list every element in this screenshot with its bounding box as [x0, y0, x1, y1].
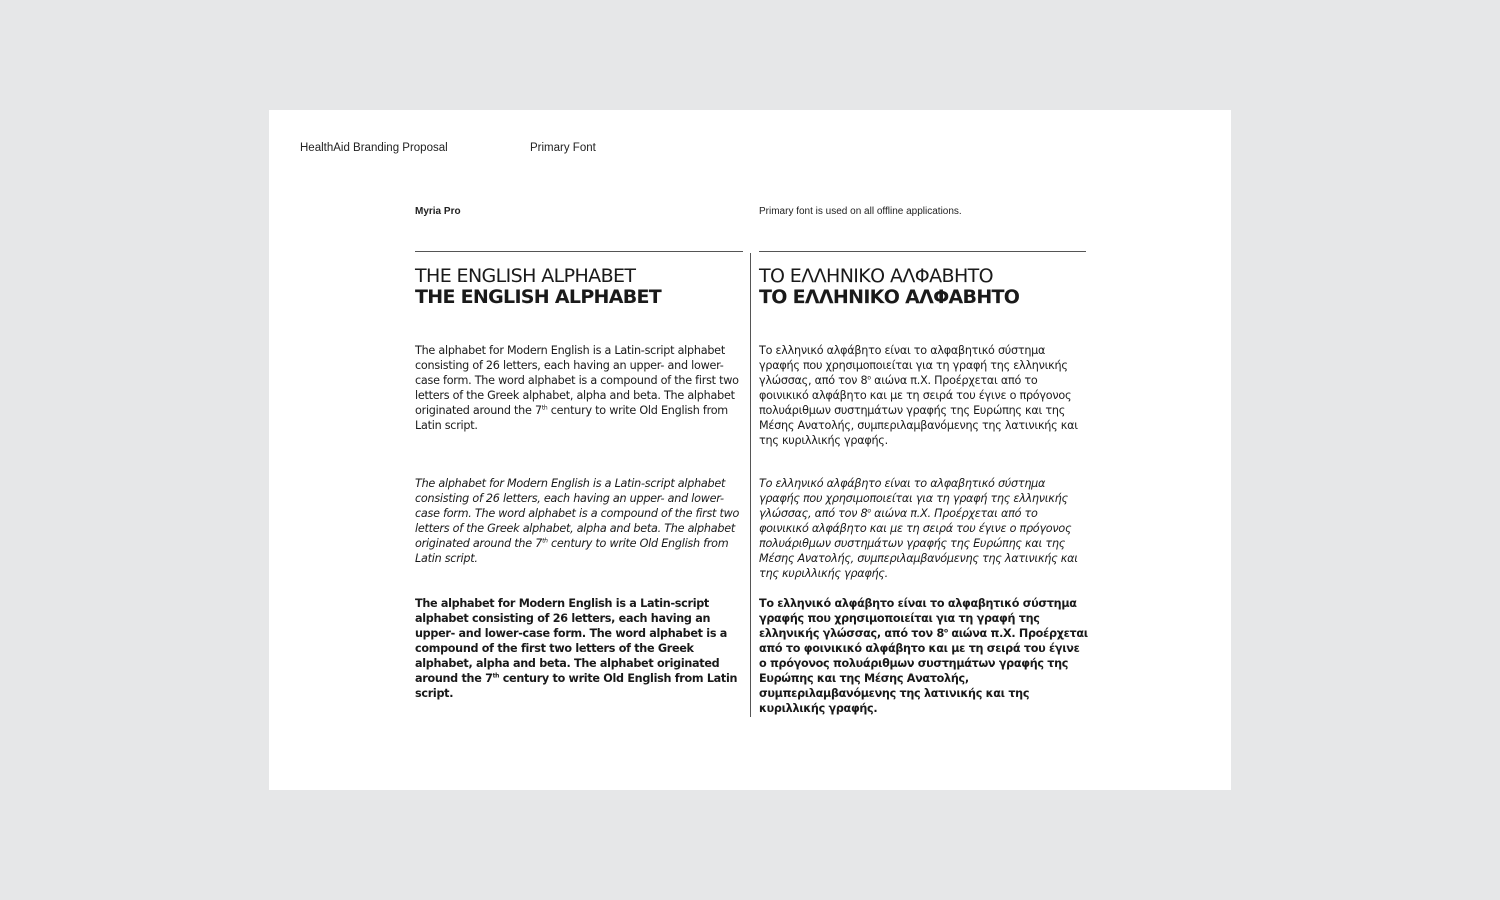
english-text-end: century to write Old English from Latin script. — [415, 537, 729, 565]
english-title-regular: THE ENGLISH ALPHABET — [415, 265, 636, 287]
greek-text-end: αιώνα π.Χ. Προέρχεται από το φοινικικό αλφάβητο και με τη σειρά του έγινε ο πρόγονος πολυάριθμων συστημάτων γραφής της Ευρώπης και της Μέσης Ανατολής, συμπεριλαμβανόμενης της λατινικής και της κυριλλικής γραφής. — [759, 374, 1078, 447]
english-superscript: th — [542, 537, 548, 545]
english-text-end: century to write Old English from Latin script. — [415, 672, 738, 700]
section-title: Primary Font — [530, 142, 596, 154]
english-text-end: century to write Old English from Latin script. — [415, 404, 728, 432]
english-sample-italic — [415, 476, 745, 566]
english-sample-regular — [415, 343, 745, 433]
column-divider — [750, 253, 751, 717]
english-sample-bold — [415, 596, 745, 701]
english-text-start: The alphabet for Modern English is a Latin-script alphabet consisting of 26 letters, each having an upper- and lower-case form. The word alphabet is a compound of the first two letters of the Greek alphabet, alpha and beta. The alphabet originated around the 7 — [415, 597, 728, 685]
english-column — [415, 265, 745, 700]
greek-title-regular: ΤΟ ΕΛΛΗΝΙΚΟ ΑΛΦΑΒΗΤΟ — [759, 265, 993, 287]
greek-text-start: Το ελληνικό αλφάβητο είναι το αλφαβητικό σύστημα γραφής που χρησιμοποιείται για τη γραφή της ελληνικής γλώσσας, από τον 8 — [759, 344, 1068, 387]
right-column-rule — [759, 251, 1086, 252]
greek-sample-italic — [759, 476, 1089, 581]
greek-title-bold: ΤΟ ΕΛΛΗΝΙΚΟ ΑΛΦΑΒΗΤΟ — [759, 286, 1020, 308]
english-superscript: th — [541, 404, 548, 412]
english-text-start: The alphabet for Modern English is a Latin-script alphabet consisting of 26 letters, each having an upper- and lower-case form. The word alphabet is a compound of the first two letters of the Greek alphabet, alpha and beta. The alphabet originated around the 7 — [415, 477, 740, 550]
font-usage-note: Primary font is used on all offline applications. — [759, 206, 962, 217]
left-column-rule — [415, 251, 743, 252]
greek-text-end: αιώνα π.Χ. Προέρχεται από το φοινικικό αλφάβητο και με τη σειρά του έγινε ο πρόγονος πολυάριθμων συστημάτων γραφής της Ευρώπης και της Μέσης Ανατολής, συμπεριλαμβανόμενης της λατινικής και της κυριλλικής γραφής. — [759, 627, 1088, 715]
document-page — [269, 110, 1231, 790]
greek-sample-regular — [759, 343, 1089, 448]
greek-sample-bold — [759, 596, 1089, 716]
greek-text-start: Το ελληνικό αλφάβητο είναι το αλφαβητικό σύστημα γραφής που χρησιμοποιείται για τη γραφή της ελληνικής γλώσσας, από τον 8 — [759, 477, 1068, 520]
english-text-start: The alphabet for Modern English is a Latin-script alphabet consisting of 26 letters, each having an upper- and lower-case form. The word alphabet is a compound of the first two letters of the Greek alphabet, alpha and beta. The alphabet originated around the 7 — [415, 344, 739, 417]
greek-superscript: ο — [943, 627, 948, 635]
english-superscript: th — [492, 672, 500, 680]
document-title: HealthAid Branding Proposal — [300, 142, 448, 154]
greek-superscript: ο — [867, 374, 871, 382]
english-title-bold: THE ENGLISH ALPHABET — [415, 286, 662, 308]
font-name: Myria Pro — [415, 206, 461, 217]
greek-text-start: Το ελληνικό αλφάβητο είναι το αλφαβητικό σύστημα γραφής που χρησιμοποιείται για τη γραφή της ελληνικής γλώσσας, από τον 8 — [759, 597, 1077, 640]
greek-text-end: αιώνα π.Χ. Προέρχεται από το φοινικικό αλφάβητο και με τη σειρά του έγινε ο πρόγονος πολυάριθμων συστημάτων γραφής της Ευρώπης και της Μέσης Ανατολής, συμπεριλαμβανόμενης της λατινικής και της κυριλλικής γραφής. — [759, 507, 1078, 580]
greek-column — [759, 265, 1089, 715]
greek-superscript: ο — [867, 507, 871, 515]
